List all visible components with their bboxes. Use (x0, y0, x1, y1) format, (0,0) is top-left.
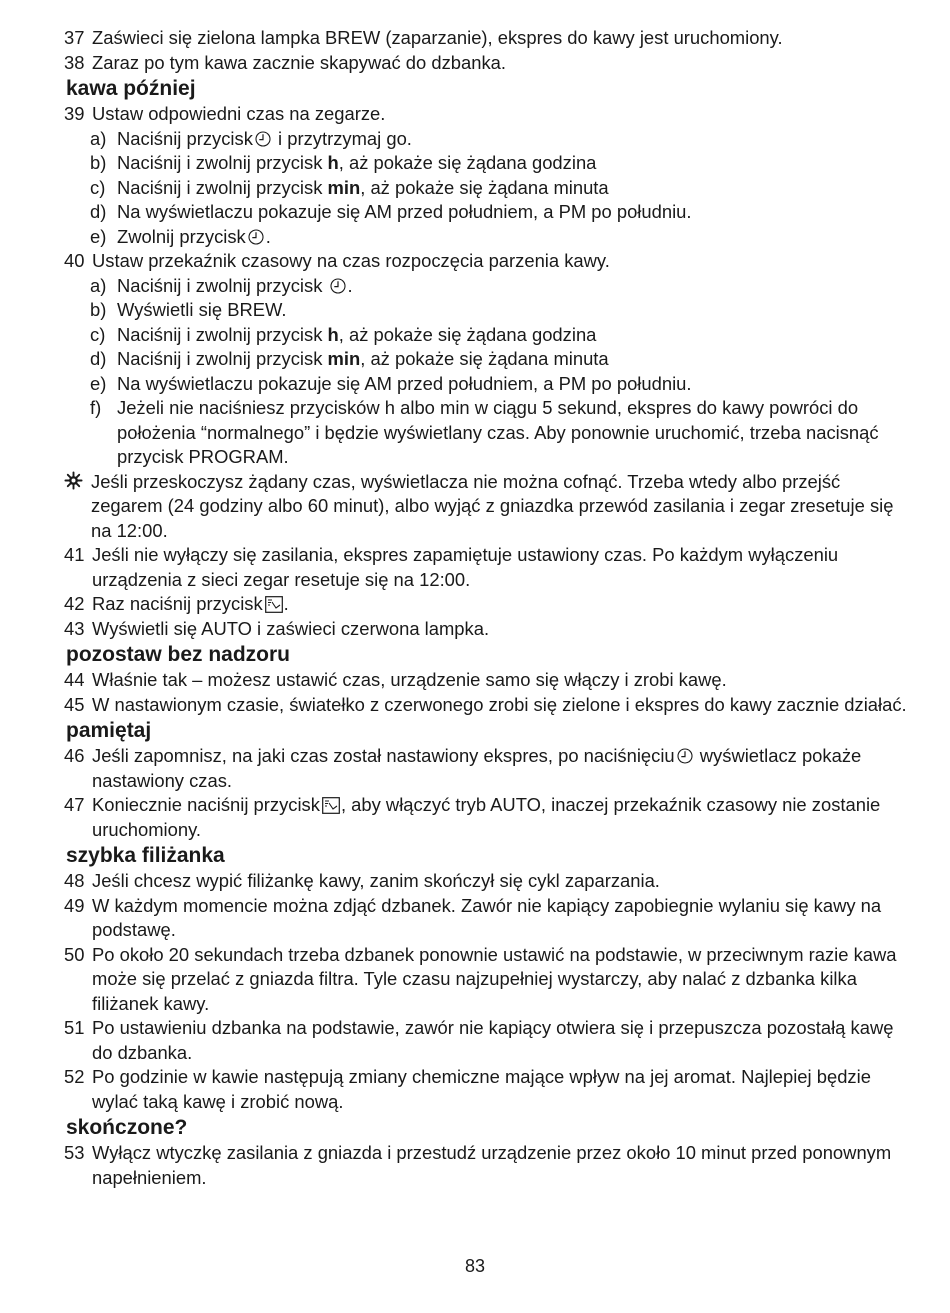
substep-text: Na wyświetlaczu pokazuje się AM przed południem, a PM po południu. (117, 201, 692, 222)
tip-note (0, 470, 950, 544)
substep-text: , aż pokaże się żądana godzina (338, 323, 597, 345)
clock-icon (255, 131, 271, 147)
substep-text: Naciśnij i zwolnij przycisk (117, 176, 328, 198)
step-40 (0, 249, 950, 274)
sun-burst-icon (64, 471, 83, 490)
substep-text: Naciśnij i zwolnij przycisk (117, 323, 328, 345)
step-51 (0, 1016, 950, 1065)
substep-text: Na wyświetlaczu pokazuje się AM przed południem, a PM po południu. (117, 372, 692, 394)
substep-text: Wyświetli się BREW. (117, 299, 287, 320)
section-heading-skonczone: skończone? (66, 1116, 188, 1139)
step-number: 52 (64, 1066, 85, 1087)
step-text: Po około 20 sekundach trzeba dzbanek ponownie ustawić na podstawie, w przeciwnym razie kawa może się przelać z gniazda filtra. Tyle czasu najzupełniej wystarczy, aby nalać z dzbanka kilka filiżanek kawy. (92, 943, 897, 1014)
step-43 (0, 617, 950, 642)
clock-icon (248, 229, 264, 245)
substep-text: Naciśnij przycisk (117, 127, 253, 149)
step-text: , aby włączyć tryb AUTO, inaczej przekaźnik czasowy nie zostanie uruchomiony. (92, 794, 881, 840)
step-48 (0, 869, 950, 894)
step-number: 44 (64, 669, 85, 690)
step-text: Zaświeci się zielona lampka BREW (zaparzanie), ekspres do kawy jest uruchomiony. (92, 27, 783, 48)
step-47 (0, 793, 950, 842)
substep-39c (0, 176, 950, 201)
substep-letter: a) (90, 127, 107, 149)
step-number: 50 (64, 943, 85, 965)
program-button-icon (265, 596, 283, 613)
step-number: 49 (64, 894, 85, 916)
substep-39e (0, 225, 950, 250)
substep-39b (0, 151, 950, 176)
step-number: 37 (64, 27, 85, 48)
section-heading-pozostaw-bez-nadzoru: pozostaw bez nadzoru (66, 643, 291, 666)
note-text: Jeśli przeskoczysz żądany czas, wyświetlacza nie można cofnąć. Trzeba wtedy albo przejść zegarem (24 godziny albo 60 minut), albo wyjąć z gniazdka przewód zasilania i zegar zresetuje się na 12:00. (91, 470, 894, 541)
step-number: 46 (64, 745, 85, 766)
step-44 (0, 668, 950, 693)
step-text: Wyświetli się AUTO i zaświeci czerwona lampka. (92, 617, 490, 639)
step-text: Raz naciśnij przycisk (92, 593, 263, 614)
substep-text: Jeżeli nie naciśniesz przycisków h albo min w ciągu 5 sekund, ekspres do kawy powróci do położenia “normalnego” i będzie wyświetlany czas. Aby ponownie uruchomić, trzeba nacisnąć przycisk PROGRAM. (117, 397, 879, 467)
step-49 (0, 894, 950, 943)
button-name: h (327, 323, 339, 345)
step-number: 39 (64, 103, 85, 124)
substep-letter: c) (90, 176, 106, 198)
step-text: W nastawionym czasie, światełko z czerwonego zrobi się zielone i ekspres do kawy zacznie działać. (92, 693, 907, 715)
clock-icon (677, 748, 693, 764)
substep-39a (0, 127, 950, 152)
substep-text: . (347, 274, 353, 296)
step-number: 45 (64, 693, 85, 715)
step-text: Jeśli nie wyłączy się zasilania, ekspres zapamiętuje ustawiony czas. Po każdym wyłączeniu urządzenia z sieci zegar resetuje się na 12:00. (92, 544, 839, 590)
substep-letter: a) (90, 274, 107, 296)
substep-39d (0, 200, 950, 225)
substep-letter: f) (90, 397, 102, 418)
substep-letter: e) (90, 372, 107, 394)
substep-letter: d) (90, 348, 107, 369)
section-heading-kawa-pozniej: kawa później (66, 77, 196, 100)
substep-text: , aż pokaże się żądana minuta (360, 348, 609, 369)
button-name: h (327, 152, 339, 173)
substep-40a (0, 274, 950, 299)
step-53 (0, 1141, 950, 1190)
step-text: Zaraz po tym kawa zacznie skapywać do dzbanka. (92, 51, 506, 73)
program-button-icon (322, 797, 340, 814)
button-name: min (327, 348, 361, 369)
substep-text: , aż pokaże się żądana minuta (360, 176, 609, 198)
substep-40b (0, 298, 950, 323)
substep-letter: d) (90, 201, 107, 222)
step-38 (0, 51, 950, 76)
substep-40f (0, 396, 950, 470)
substep-letter: b) (90, 299, 107, 320)
step-42 (0, 592, 950, 617)
step-41 (0, 543, 950, 592)
substep-letter: b) (90, 152, 107, 173)
step-number: 43 (64, 617, 85, 639)
step-text: W każdym momencie można zdjąć dzbanek. Zawór nie kapiący zapobiegnie wylaniu się kawy na podstawę. (92, 894, 882, 940)
step-number: 42 (64, 593, 85, 614)
clock-icon (330, 278, 346, 294)
substep-text: . (265, 225, 271, 247)
step-text: Jeśli zapomnisz, na jaki czas został nastawiony ekspres, po naciśnięciu (92, 745, 675, 766)
step-37 (0, 26, 950, 51)
step-number: 40 (64, 250, 85, 271)
page-number: 83 (464, 1256, 486, 1276)
step-46 (0, 744, 950, 793)
substep-text: Naciśnij i zwolnij przycisk (117, 274, 328, 296)
substep-text: Naciśnij i zwolnij przycisk (117, 348, 328, 369)
button-name: min (327, 176, 361, 198)
step-text: Po ustawieniu dzbanka na podstawie, zawór nie kapiący otwiera się i przepuszcza pozostałą kawę do dzbanka. (92, 1017, 894, 1063)
step-text: . (283, 593, 289, 614)
step-number: 41 (64, 544, 85, 565)
step-text: wyświetlacz pokaże nastawiony czas. (92, 745, 862, 791)
substep-text: i przytrzymaj go. (272, 127, 412, 149)
substep-text: , aż pokaże się żądana godzina (338, 152, 597, 173)
step-number: 47 (64, 794, 85, 815)
substep-text: Zwolnij przycisk (117, 225, 246, 247)
section-heading-szybka-filizanka: szybka filiżanka (66, 844, 225, 867)
substep-40c (0, 323, 950, 348)
step-text: Wyłącz wtyczkę zasilania z gniazda i przestudź urządzenie przez około 10 minut przed ponownym napełnieniem. (92, 1142, 892, 1188)
step-number: 53 (64, 1142, 85, 1163)
substep-40e (0, 372, 950, 397)
step-text: Po godzinie w kawie następują zmiany chemiczne mające wpływ na jej aromat. Najlepiej będzie wylać taką kawę i zrobić nową. (92, 1066, 871, 1112)
step-45 (0, 693, 950, 718)
step-text: Jeśli chcesz wypić filiżankę kawy, zanim skończył się cykl zaparzania. (92, 870, 660, 891)
substep-letter: c) (90, 323, 106, 345)
step-number: 51 (64, 1017, 85, 1038)
section-heading-pamietaj: pamiętaj (66, 719, 152, 742)
substep-text: Naciśnij i zwolnij przycisk (117, 152, 328, 173)
step-number: 38 (64, 51, 85, 73)
substep-letter: e) (90, 225, 107, 247)
step-39 (0, 102, 950, 127)
step-50 (0, 943, 950, 1017)
step-text: Koniecznie naciśnij przycisk (92, 794, 320, 815)
step-text: Ustaw odpowiedni czas na zegarze. (92, 103, 386, 124)
step-text: Właśnie tak – możesz ustawić czas, urządzenie samo się włączy i zrobi kawę. (92, 669, 727, 690)
step-number: 48 (64, 870, 85, 891)
step-52 (0, 1065, 950, 1114)
step-text: Ustaw przekaźnik czasowy na czas rozpoczęcia parzenia kawy. (92, 250, 610, 271)
substep-40d (0, 347, 950, 372)
